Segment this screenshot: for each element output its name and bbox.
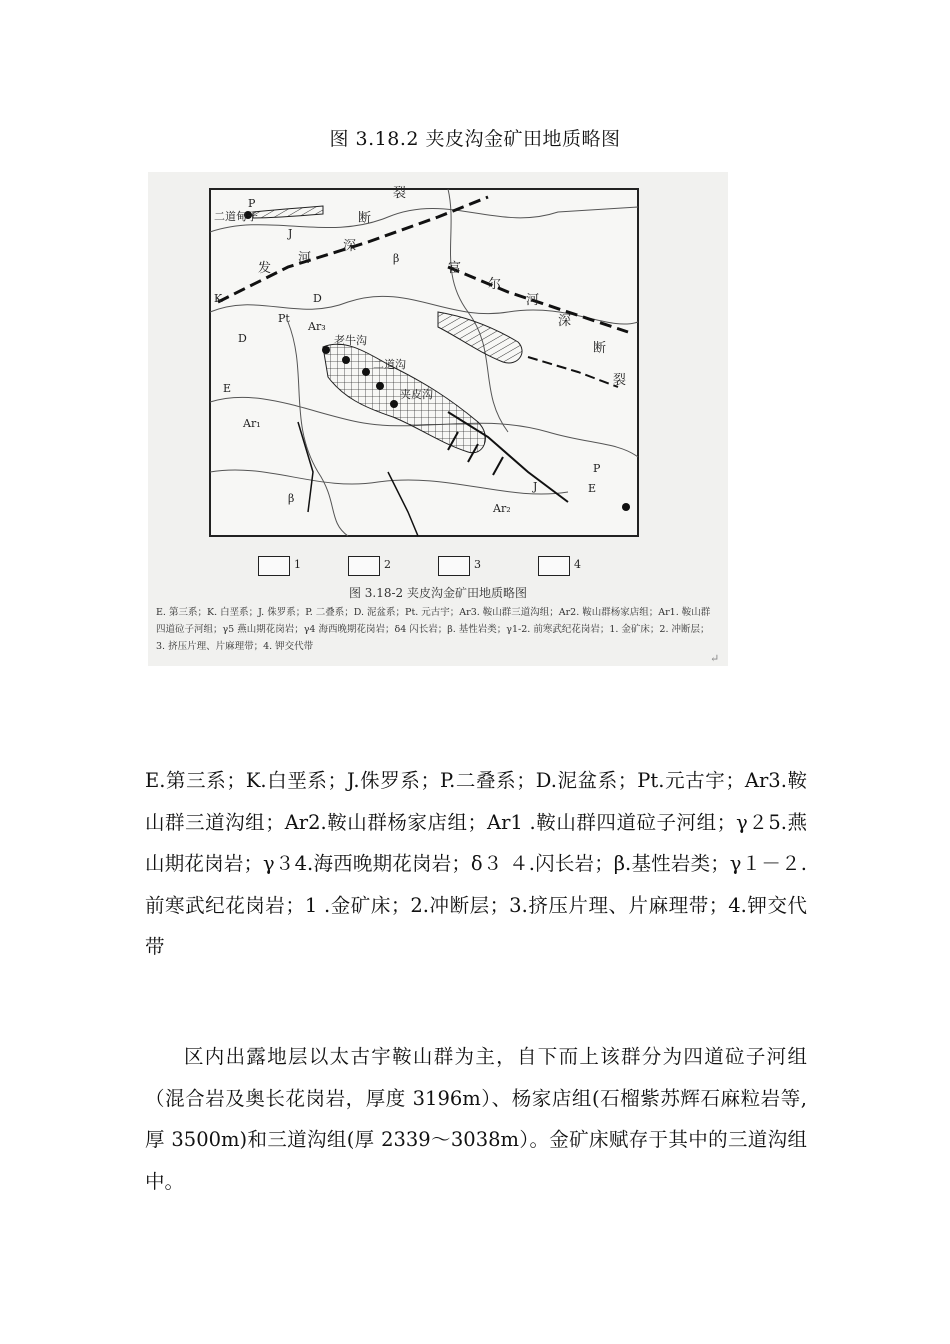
svg-text:E: E	[588, 482, 597, 495]
legend-box-3	[438, 556, 470, 576]
svg-text:K: K	[214, 292, 223, 305]
svg-text:β: β	[393, 252, 400, 265]
svg-text:老牛沟: 老牛沟	[334, 334, 367, 347]
legend-box-4	[538, 556, 570, 576]
svg-text:深: 深	[558, 314, 572, 329]
svg-text:河: 河	[298, 251, 312, 266]
svg-text:断: 断	[593, 341, 607, 356]
scan-caption: 图 3.18-2 夹皮沟金矿田地质略图	[348, 586, 528, 600]
scan-caption-note: E. 第三系；K. 白垩系；J. 侏罗系；P. 二叠系；D. 泥盆系；Pt. 元古宇；Ar3. 鞍山群三道沟组；Ar2. 鞍山群杨家店组；Ar1. 鞍山群四道砬子河组；γ5 燕山期花岗岩；γ4 海西晚期花岗岩；δ4 闪长岩；β. 基性岩类；γ1-2. 前寒武纪花岗岩；1. 金矿床；2. 冲断层；3. 挤压片理、片麻理带；4. 钾交代带	[156, 607, 711, 652]
body-paragraph: 区内出露地层以太古宇鞍山群为主，自下而上该群分为四道砬子河组（混合岩及奥长花岗岩，厚度 3196m）、杨家店组(石榴紫苏辉石麻粒岩等,厚 3500m)和三道沟组(厚 2339～3038m）。金矿床赋存于其中的三道沟组中。	[145, 1045, 807, 1193]
svg-text:二道沟: 二道沟	[373, 358, 406, 371]
svg-text:发: 发	[258, 261, 272, 276]
figure-title: 图 3.18.2 夹皮沟金矿田地质略图	[329, 128, 621, 150]
legend-number-1: 1	[294, 558, 301, 571]
legend-number-4: 4	[574, 558, 581, 571]
svg-text:E: E	[223, 382, 232, 395]
svg-text:P: P	[593, 462, 601, 475]
legend-number-2: 2	[384, 558, 391, 571]
svg-text:夹皮沟: 夹皮沟	[400, 388, 433, 401]
legend-explanation: E.第三系；K.白垩系；J.侏罗系；P.二叠系；D.泥盆系；Pt.元古宇；Ar3.鞍山群三道沟组；Ar2.鞍山群杨家店组；Ar1 .鞍山群四道砬子河组；γ２5.燕山期花岗岩；γ３4.海西晚期花岗岩；δ３ ４.闪长岩；β.基性岩类；γ１－２.前寒武纪花岗岩；1 .金矿床；2.冲断层；3.挤压片理、片麻理带；4.钾交代带	[145, 769, 807, 958]
svg-text:D: D	[238, 332, 247, 345]
svg-text:断: 断	[358, 211, 372, 226]
svg-text:β: β	[288, 492, 295, 505]
svg-text:P: P	[248, 197, 256, 210]
svg-text:Ar₃: Ar₃	[308, 320, 326, 333]
svg-text:J: J	[288, 227, 293, 240]
svg-text:裂: 裂	[393, 186, 407, 201]
svg-text:J: J	[533, 480, 538, 493]
svg-text:尔: 尔	[488, 277, 502, 292]
svg-text:D: D	[313, 292, 322, 305]
svg-text:裂: 裂	[613, 373, 627, 388]
legend-box-1	[258, 556, 290, 576]
paragraph-mark: ↵	[710, 652, 720, 665]
svg-text:Ar₁: Ar₁	[243, 417, 261, 430]
svg-text:Ar₂: Ar₂	[493, 502, 511, 515]
svg-text:富: 富	[448, 261, 462, 276]
svg-text:河: 河	[526, 293, 540, 308]
svg-text:深: 深	[343, 239, 357, 254]
legend-number-3: 3	[474, 558, 481, 571]
legend-box-2	[348, 556, 380, 576]
svg-text:Pt: Pt	[278, 312, 290, 325]
svg-text:二道甸子: 二道甸子	[214, 210, 258, 223]
scanned-geologic-map	[148, 172, 728, 666]
